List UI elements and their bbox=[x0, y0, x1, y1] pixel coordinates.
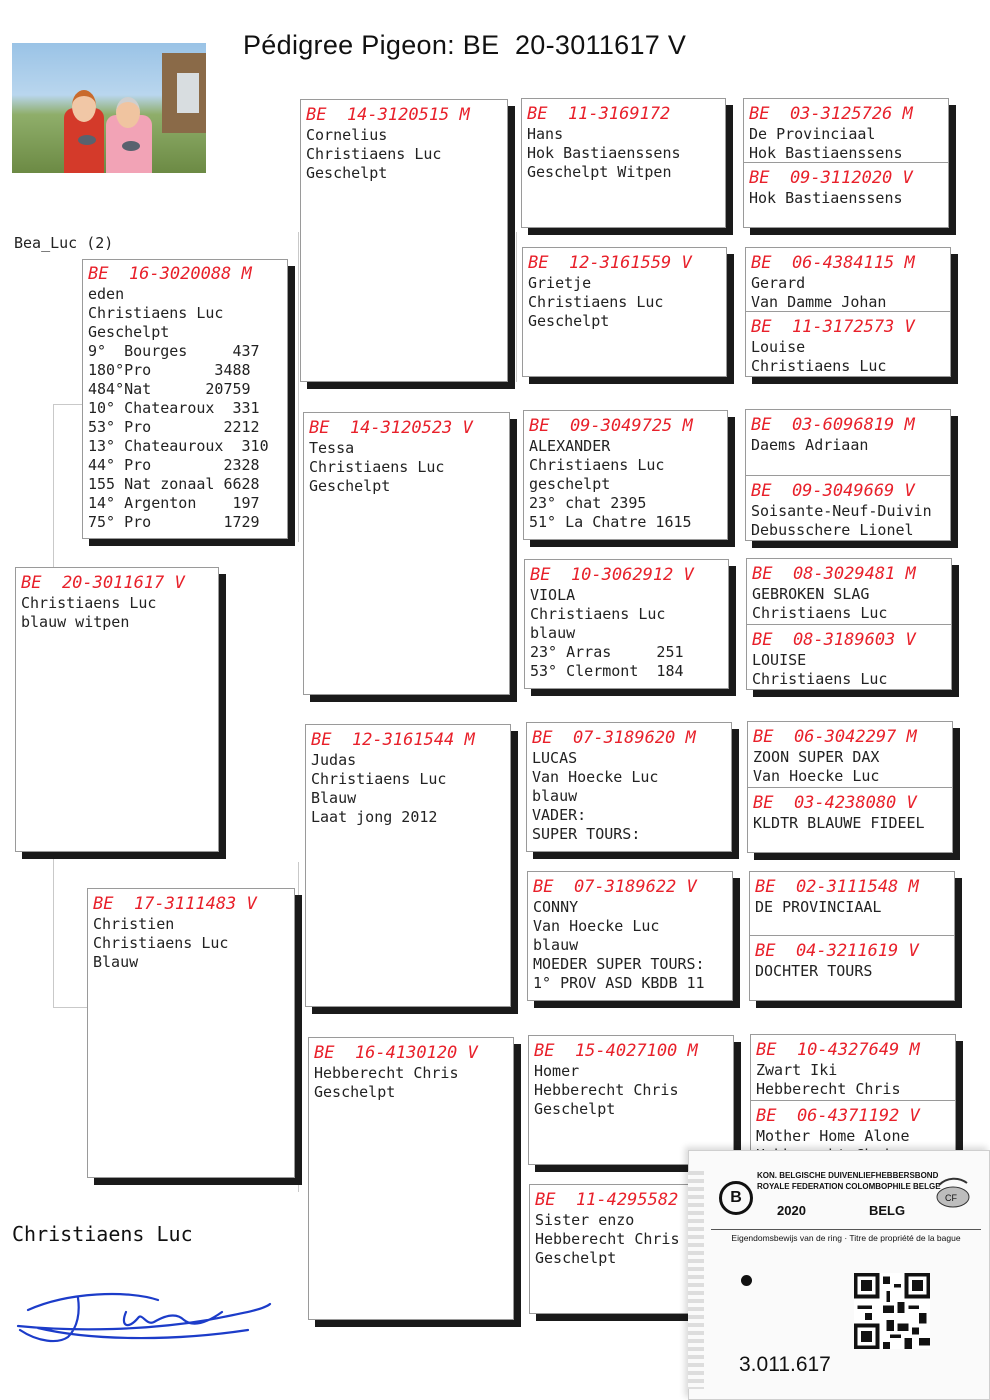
ownership-certificate bbox=[688, 1150, 990, 1400]
card-line: Hok Bastiaenssens bbox=[749, 189, 903, 207]
ring-number: BE 14-3120523 V bbox=[309, 418, 473, 438]
certificate-year: 2020 bbox=[777, 1203, 806, 1218]
grandsire-maternal-card bbox=[305, 724, 511, 1007]
card-line: Hok Bastiaenssens bbox=[527, 144, 681, 162]
card-line: Christien bbox=[93, 915, 175, 933]
ring-number: BE 11-4295582 bbox=[535, 1190, 679, 1210]
great-grandparents-card-2 bbox=[745, 247, 951, 377]
qr-code-icon bbox=[854, 1273, 930, 1349]
ring-number: BE 07-3189622 V bbox=[533, 877, 697, 897]
ring-number: BE 03-4238080 V bbox=[753, 793, 917, 813]
svg-text:CF: CF bbox=[945, 1193, 957, 1203]
ancestor-card-fmm bbox=[524, 559, 729, 689]
page-title: Pédigree Pigeon: BE 20-3011617 V bbox=[243, 30, 687, 60]
card-line: 1° PROV ASD KBDB 11 bbox=[533, 974, 705, 992]
card-line: VIOLA bbox=[530, 586, 576, 604]
ring-number: BE 16-3020088 M bbox=[88, 264, 252, 284]
ring-number: BE 12-3161559 V bbox=[528, 253, 692, 273]
ancestor-card-mfm bbox=[527, 871, 733, 1001]
signature-image bbox=[8, 1282, 278, 1352]
card-line: ALEXANDER bbox=[529, 437, 611, 455]
card-line: blauw bbox=[532, 787, 578, 805]
ring-number: BE 09-3049725 M bbox=[529, 416, 693, 436]
card-line: DOCHTER TOURS bbox=[755, 962, 873, 980]
card-line: Hok Bastiaenssens bbox=[749, 144, 903, 162]
certificate-subtitle: Eigendomsbewijs van de ring · Titre de propriété de la bague bbox=[711, 1229, 981, 1243]
card-line: Van Hoecke Luc bbox=[532, 768, 659, 786]
card-line: Christiaens Luc bbox=[752, 604, 888, 622]
ring-number: BE 10-3062912 V bbox=[530, 565, 694, 585]
card-line: blauw witpen bbox=[21, 613, 130, 631]
card-line: DE PROVINCIAAL bbox=[755, 898, 882, 916]
card-line: Zwart Iki bbox=[756, 1061, 838, 1079]
breeder-name: Christiaens Luc bbox=[12, 1222, 193, 1246]
ring-number: BE 03-3125726 M bbox=[749, 104, 913, 124]
result-line: 13° Chateauroux 310 bbox=[88, 437, 269, 455]
card-line: Christiaens Luc bbox=[88, 304, 224, 322]
card-line: Hebberecht Chris bbox=[314, 1064, 459, 1082]
result-line: 9° Bourges 437 bbox=[88, 342, 260, 360]
ring-number: BE 16-4130120 V bbox=[314, 1043, 478, 1063]
card-line: Hebberecht Chris bbox=[534, 1081, 679, 1099]
card-line: Mother Home Alone bbox=[756, 1127, 910, 1145]
card-line: Laat jong 2012 bbox=[311, 808, 438, 826]
result-line: 53° Pro 2212 bbox=[88, 418, 260, 436]
card-line: Christiaens Luc bbox=[306, 145, 442, 163]
result-line: 10° Chatearoux 331 bbox=[88, 399, 260, 417]
card-line: Christiaens Luc bbox=[309, 458, 445, 476]
org-name-fr: ROYALE FEDERATION COLOMBOPHILE BELGE bbox=[757, 1182, 941, 1191]
ring-number: BE 14-3120515 M bbox=[306, 105, 470, 125]
card-line: MOEDER SUPER TOURS: bbox=[533, 955, 705, 973]
card-line: SUPER TOURS: bbox=[532, 825, 641, 843]
card-line: Hans bbox=[527, 125, 564, 143]
ring-number: BE 09-3112020 V bbox=[749, 168, 913, 188]
result-line: 14° Argenton 197 bbox=[88, 494, 260, 512]
breeder-photo bbox=[12, 43, 206, 173]
org-name-nl: KON. BELGISCHE DUIVENLIEFHEBBERSBOND bbox=[757, 1171, 939, 1180]
result-line: 155 Nat zonaal 6628 bbox=[88, 475, 260, 493]
card-line: Christiaens Luc bbox=[530, 605, 666, 623]
card-line: Van Hoecke Luc bbox=[753, 767, 880, 785]
ring-number: BE 11-3172573 V bbox=[751, 317, 915, 337]
subject-card bbox=[15, 567, 219, 852]
card-line: Christiaens Luc bbox=[311, 770, 447, 788]
ancestor-card-ffm bbox=[522, 247, 727, 377]
ancestor-card-mff bbox=[526, 722, 732, 852]
ring-number: BE 11-3169172 bbox=[527, 104, 671, 124]
card-line: Judas bbox=[311, 751, 357, 769]
ring-number: BE 20-3011617 V bbox=[21, 573, 185, 593]
great-grandparents-card-4 bbox=[746, 558, 952, 690]
certificate-ring-number: 3.011.617 bbox=[739, 1353, 831, 1376]
card-line: blauw bbox=[530, 624, 576, 642]
card-line: Geschelpt bbox=[88, 323, 170, 341]
card-line: Blauw bbox=[311, 789, 357, 807]
card-line: LOUISE bbox=[752, 651, 807, 669]
great-grandparents-card-5 bbox=[747, 721, 953, 853]
card-line: Gerard bbox=[751, 274, 806, 292]
card-line: CONNY bbox=[533, 898, 579, 916]
result-line: 23° chat 2395 bbox=[529, 494, 647, 512]
ring-number: BE 15-4027100 M bbox=[534, 1041, 698, 1061]
card-line: Daems Adriaan bbox=[751, 436, 869, 454]
card-line: Homer bbox=[534, 1062, 580, 1080]
card-line: Van Hoecke Luc bbox=[533, 917, 660, 935]
ring-number: BE 10-4327649 M bbox=[756, 1040, 920, 1060]
ring-number: BE 07-3189620 M bbox=[532, 728, 696, 748]
card-line: GEBROKEN SLAG bbox=[752, 585, 870, 603]
ancestor-card-fmf bbox=[523, 410, 728, 540]
card-line: ZOON SUPER DAX bbox=[753, 748, 880, 766]
card-line: blauw bbox=[533, 936, 579, 954]
card-line: Hebberecht Chris bbox=[535, 1230, 680, 1248]
mother-card bbox=[87, 888, 295, 1178]
result-line: 75° Pro 1729 bbox=[88, 513, 260, 531]
card-line: Geschelpt bbox=[528, 312, 610, 330]
grandsire-paternal-card bbox=[300, 99, 508, 382]
kbdb-logo-icon: B bbox=[719, 1181, 753, 1215]
great-grandparents-card-7 bbox=[750, 1034, 956, 1166]
result-line: 23° Arras 251 bbox=[530, 643, 684, 661]
card-line: geschelpt bbox=[529, 475, 611, 493]
result-line: 53° Clermont 184 bbox=[530, 662, 684, 680]
result-line: 484°Nat 20759 bbox=[88, 380, 251, 398]
ring-number: BE 06-4384115 M bbox=[751, 253, 915, 273]
ring-number: BE 06-3042297 M bbox=[753, 727, 917, 747]
great-grandparents-card-3 bbox=[745, 409, 951, 541]
card-line: Van Damme Johan bbox=[751, 293, 887, 311]
card-line: Geschelpt bbox=[306, 164, 388, 182]
result-line: 180°Pro 3488 bbox=[88, 361, 251, 379]
card-line: Hebberecht Chris bbox=[756, 1080, 901, 1098]
card-line: Sister enzo bbox=[535, 1211, 635, 1229]
certificate-country: BELG bbox=[869, 1203, 906, 1218]
card-line: De Provinciaal bbox=[749, 125, 876, 143]
card-line: Tessa bbox=[309, 439, 355, 457]
card-line: Soisante-Neuf-Duivin bbox=[751, 502, 932, 520]
card-line: KLDTR BLAUWE FIDEEL bbox=[753, 814, 925, 832]
card-line: Geschelpt bbox=[309, 477, 391, 495]
father-card bbox=[82, 259, 288, 539]
granddam-paternal-card bbox=[303, 412, 510, 695]
result-line: 51° La Chatre 1615 bbox=[529, 513, 692, 531]
ring-number: BE 08-3189603 V bbox=[752, 630, 916, 650]
card-line: Christiaens Luc bbox=[752, 670, 888, 688]
ring-number: BE 03-6096819 M bbox=[751, 415, 915, 435]
ancestor-card-fff bbox=[521, 98, 726, 228]
card-line: Geschelpt bbox=[534, 1100, 616, 1118]
card-line: Geschelpt Witpen bbox=[527, 163, 672, 181]
great-grandparents-card-6 bbox=[749, 871, 955, 1001]
owner-label: Bea_Luc (2) bbox=[14, 234, 114, 252]
ring-number: BE 09-3049669 V bbox=[751, 481, 915, 501]
card-line: Christiaens Luc bbox=[751, 357, 887, 375]
card-line: Geschelpt bbox=[535, 1249, 617, 1267]
card-line: Cornelius bbox=[306, 126, 388, 144]
card-line: Blauw bbox=[93, 953, 139, 971]
card-line: Debusschere Lionel bbox=[751, 521, 914, 539]
result-line: 44° Pro 2328 bbox=[88, 456, 260, 474]
great-grandparents-card-1 bbox=[743, 98, 949, 228]
ring-number: BE 06-4371192 V bbox=[756, 1106, 920, 1126]
card-line: Christiaens Luc bbox=[21, 594, 157, 612]
card-line: VADER: bbox=[532, 806, 587, 824]
card-line: eden bbox=[88, 285, 125, 303]
card-line: LUCAS bbox=[532, 749, 578, 767]
ancestor-card-mmf bbox=[528, 1035, 734, 1165]
ring-number: BE 02-3111548 M bbox=[755, 877, 919, 897]
ring-number: BE 17-3111483 V bbox=[93, 894, 257, 914]
card-line: Christiaens Luc bbox=[528, 293, 664, 311]
card-line: Louise bbox=[751, 338, 806, 356]
card-line: Grietje bbox=[528, 274, 592, 292]
ring-number: BE 08-3029481 M bbox=[752, 564, 916, 584]
punch-hole bbox=[741, 1275, 752, 1286]
federation-logo-icon bbox=[933, 1175, 973, 1209]
card-line: Christiaens Luc bbox=[529, 456, 665, 474]
ring-number: BE 04-3211619 V bbox=[755, 941, 919, 961]
card-line: Geschelpt bbox=[314, 1083, 396, 1101]
ring-number: BE 12-3161544 M bbox=[311, 730, 475, 750]
granddam-maternal-card bbox=[308, 1037, 514, 1320]
card-line: Christiaens Luc bbox=[93, 934, 229, 952]
